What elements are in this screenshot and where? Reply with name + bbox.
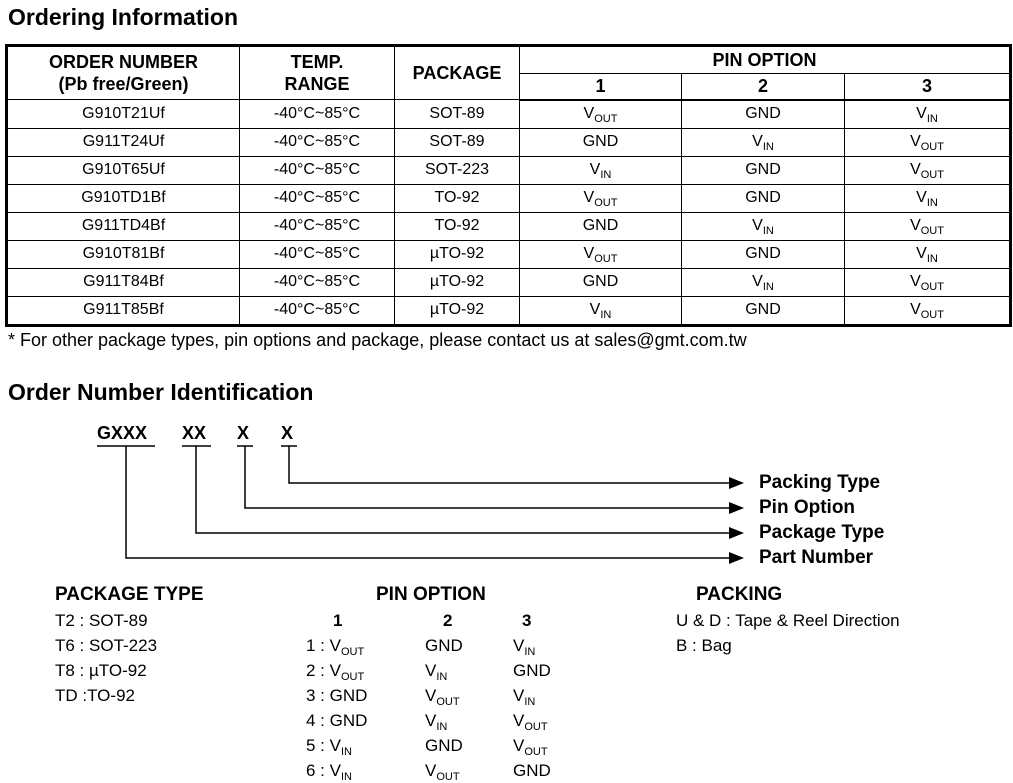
- signal-main: V: [329, 761, 341, 780]
- signal-subscript: IN: [524, 696, 536, 708]
- signal-value: [330, 686, 368, 705]
- signal-subscript: OUT: [436, 696, 460, 708]
- signal-subscript: IN: [762, 224, 774, 237]
- cell-order-number: G910T81Bf: [7, 240, 240, 268]
- signal-value: [513, 686, 536, 708]
- signal-main: GND: [425, 636, 463, 655]
- pin-option-number: 5 :: [306, 736, 330, 755]
- signal-main: V: [583, 188, 595, 206]
- signal-main: GND: [513, 761, 551, 780]
- cell-package: SOT-89: [395, 100, 520, 129]
- signal-value: [425, 736, 463, 755]
- signal-main: GND: [329, 686, 368, 705]
- pin-option-col-3: 3: [522, 611, 532, 630]
- pin-option-cell: [425, 661, 447, 681]
- signal-main: V: [752, 272, 763, 290]
- signal-main: GND: [745, 189, 781, 206]
- signal-main: V: [425, 761, 437, 780]
- signal-main: V: [916, 244, 927, 262]
- code-x-pin: X: [237, 423, 250, 443]
- connector-packing-type: [289, 446, 732, 483]
- signal-main: V: [916, 188, 927, 206]
- label-part-number: Part Number: [759, 547, 874, 568]
- pin-option-cell: [513, 711, 548, 731]
- signal-value: [329, 636, 365, 658]
- pin-option-cell: [513, 661, 551, 681]
- cell-package: SOT-223: [395, 156, 520, 184]
- signal-main: V: [752, 132, 763, 150]
- signal-subscript: OUT: [920, 308, 944, 321]
- signal-main: V: [910, 132, 921, 150]
- signal-subscript: OUT: [920, 224, 944, 237]
- arrowhead-packing-type: [729, 477, 744, 489]
- packing-item: B : Bag: [676, 636, 732, 655]
- pin-option-col-2: 2: [443, 611, 453, 630]
- cell-temp-range: -40°C~85°C: [240, 156, 395, 184]
- cell-pin-3: [845, 100, 1011, 129]
- pin-option-cell: [425, 736, 463, 756]
- header-temp-label: TEMP.: [290, 52, 344, 72]
- cell-order-number: G910TD1Bf: [7, 184, 240, 212]
- packing-title: PACKING: [696, 584, 783, 605]
- signal-main: GND: [745, 161, 781, 178]
- signal-subscript: IN: [762, 280, 774, 293]
- signal-value: [513, 711, 548, 733]
- signal-value: [910, 272, 944, 293]
- cell-order-number: G911T24Uf: [7, 128, 240, 156]
- cell-pin-3: [845, 240, 1011, 268]
- pin-option-number: 2 :: [306, 661, 330, 680]
- signal-main: V: [425, 711, 437, 730]
- pin-option-cell: [513, 761, 551, 781]
- signal-subscript: OUT: [436, 771, 460, 783]
- cell-order-number: G910T21Uf: [7, 100, 240, 129]
- signal-value: [425, 711, 448, 733]
- header-pin-option: PIN OPTION: [520, 46, 1011, 74]
- signal-subscript: OUT: [920, 140, 944, 153]
- pin-option-cell: [513, 686, 535, 706]
- signal-main: V: [910, 216, 921, 234]
- signal-main: V: [910, 272, 921, 290]
- signal-value: [910, 216, 944, 237]
- cell-order-number: G911T84Bf: [7, 268, 240, 296]
- pin-option-row: [306, 636, 364, 656]
- signal-value: [910, 160, 944, 181]
- cell-package: µTO-92: [395, 240, 520, 268]
- cell-temp-range: -40°C~85°C: [240, 212, 395, 240]
- signal-main: V: [910, 160, 921, 178]
- pin-option-number: 4 :: [306, 711, 330, 730]
- package-type-item: T8 : µTO-92: [55, 661, 147, 680]
- cell-package: µTO-92: [395, 268, 520, 296]
- pin-option-cell: [425, 711, 447, 731]
- cell-temp-range: -40°C~85°C: [240, 128, 395, 156]
- pin-option-row: [306, 661, 364, 681]
- signal-subscript: IN: [600, 308, 612, 321]
- signal-subscript: OUT: [920, 280, 944, 293]
- pin-option-cell: [513, 736, 548, 756]
- cell-temp-range: -40°C~85°C: [240, 100, 395, 129]
- cell-temp-range: -40°C~85°C: [240, 296, 395, 325]
- pin-option-row: [306, 736, 352, 756]
- signal-value: [329, 736, 352, 758]
- signal-subscript: IN: [436, 671, 448, 683]
- contact-note: * For other package types, pin options and package, please contact us at sales@gmt.com.tw: [8, 330, 747, 350]
- signal-value: [910, 300, 944, 321]
- signal-main: V: [513, 711, 525, 730]
- cell-temp-range: -40°C~85°C: [240, 184, 395, 212]
- label-pin-option: Pin Option: [759, 497, 856, 518]
- cell-package: TO-92: [395, 184, 520, 212]
- signal-value: [329, 661, 365, 683]
- signal-subscript: IN: [340, 746, 352, 758]
- signal-value: [916, 188, 938, 209]
- signal-value: [329, 761, 352, 783]
- signal-main: GND: [582, 133, 619, 150]
- signal-main: GND: [329, 711, 368, 730]
- signal-value: [916, 244, 938, 265]
- pin-option-cell: [425, 761, 460, 781]
- signal-subscript: OUT: [920, 168, 944, 181]
- signal-main: GND: [513, 661, 551, 680]
- cell-pin-3: [845, 212, 1011, 240]
- signal-main: V: [589, 160, 601, 178]
- signal-main: V: [329, 736, 341, 755]
- cell-order-number: G911T85Bf: [7, 296, 240, 325]
- signal-main: V: [513, 636, 525, 655]
- arrowhead-pin-option: [729, 502, 744, 514]
- signal-subscript: IN: [926, 112, 938, 125]
- signal-main: GND: [745, 105, 781, 122]
- signal-subscript: IN: [762, 140, 774, 153]
- order-number-identification-title: Order Number Identification: [8, 379, 314, 405]
- pin-option-title: PIN OPTION: [376, 584, 486, 605]
- package-type-item: TD :TO-92: [55, 686, 135, 705]
- signal-subscript: IN: [600, 168, 612, 181]
- signal-subscript: OUT: [340, 646, 365, 658]
- signal-main: V: [910, 300, 921, 318]
- cell-temp-range: -40°C~85°C: [240, 268, 395, 296]
- code-x-packing: X: [281, 423, 294, 443]
- signal-main: V: [752, 216, 763, 234]
- package-type-title: PACKAGE TYPE: [55, 584, 204, 605]
- signal-main: V: [425, 661, 437, 680]
- signal-main: V: [583, 244, 595, 262]
- cell-package: TO-92: [395, 212, 520, 240]
- signal-main: GND: [425, 736, 463, 755]
- code-xx: XX: [182, 423, 207, 443]
- packing-item: U & D : Tape & Reel Direction: [676, 611, 900, 630]
- header-pin-1: 1: [520, 74, 682, 100]
- header-order-number-label: ORDER NUMBER: [48, 52, 198, 72]
- signal-value: [425, 661, 448, 683]
- signal-value: [425, 636, 463, 655]
- signal-value: [330, 711, 368, 730]
- cell-order-number: G911TD4Bf: [7, 212, 240, 240]
- pin-option-col-1: 1: [333, 611, 343, 630]
- signal-value: [513, 736, 548, 758]
- pin-option-cell: [425, 636, 463, 656]
- signal-subscript: OUT: [524, 746, 548, 758]
- arrowhead-part-number: [729, 552, 744, 564]
- signal-main: GND: [582, 273, 619, 290]
- cell-package: µTO-92: [395, 296, 520, 325]
- signal-main: GND: [582, 217, 619, 234]
- signal-main: V: [916, 104, 927, 122]
- signal-subscript: IN: [926, 252, 938, 265]
- cell-pin-3: [845, 156, 1011, 184]
- signal-subscript: IN: [524, 646, 536, 658]
- signal-subscript: OUT: [594, 252, 618, 265]
- signal-main: V: [583, 104, 595, 122]
- pin-option-row: [306, 761, 352, 781]
- signal-subscript: IN: [436, 721, 448, 733]
- header-temp-sub: RANGE: [284, 74, 350, 94]
- ordering-information-title: Ordering Information: [8, 4, 238, 30]
- signal-value: [425, 686, 460, 708]
- signal-subscript: OUT: [594, 196, 618, 209]
- cell-pin-3: [845, 184, 1011, 212]
- cell-pin-3: [845, 128, 1011, 156]
- signal-value: [910, 132, 944, 153]
- cell-order-number: G910T65Uf: [7, 156, 240, 184]
- signal-main: V: [329, 661, 341, 680]
- connector-pin-option: [245, 446, 732, 508]
- connector-package-type: [196, 446, 732, 533]
- signal-main: V: [513, 736, 525, 755]
- connector-part-number: [126, 446, 732, 558]
- pin-option-number: 1 :: [306, 636, 330, 655]
- signal-main: GND: [745, 301, 781, 318]
- signal-main: V: [425, 686, 437, 705]
- signal-subscript: OUT: [340, 671, 365, 683]
- signal-value: [513, 661, 551, 680]
- header-pin-3: 3: [845, 74, 1011, 100]
- signal-value: [513, 636, 536, 658]
- signal-subscript: OUT: [594, 112, 618, 125]
- cell-package: SOT-89: [395, 128, 520, 156]
- pin-option-row: [306, 711, 367, 731]
- signal-value: [916, 104, 938, 125]
- pin-option-row: [306, 686, 367, 706]
- signal-main: GND: [745, 245, 781, 262]
- signal-subscript: IN: [340, 771, 352, 783]
- package-type-item: T6 : SOT-223: [55, 636, 158, 655]
- arrowhead-package-type: [729, 527, 744, 539]
- label-packing-type: Packing Type: [759, 472, 881, 493]
- header-package: PACKAGE: [395, 46, 520, 100]
- signal-subscript: IN: [926, 196, 938, 209]
- signal-value: [513, 761, 551, 780]
- cell-temp-range: -40°C~85°C: [240, 240, 395, 268]
- package-type-item: T2 : SOT-89: [55, 611, 148, 630]
- code-gxxx: GXXX: [97, 423, 148, 443]
- pin-option-number: 6 :: [306, 761, 330, 780]
- pin-option-number: 3 :: [306, 686, 330, 705]
- pin-option-cell: [425, 686, 460, 706]
- header-pin-2: 2: [682, 74, 845, 100]
- label-package-type: Package Type: [759, 522, 885, 543]
- signal-main: V: [329, 636, 341, 655]
- signal-main: V: [513, 686, 525, 705]
- pin-option-cell: [513, 636, 535, 656]
- signal-main: V: [589, 300, 601, 318]
- cell-pin-3: [845, 296, 1011, 325]
- signal-subscript: OUT: [524, 721, 548, 733]
- cell-pin-3: [845, 268, 1011, 296]
- header-order-number-sub: (Pb free/Green): [58, 74, 189, 94]
- signal-value: [425, 761, 460, 783]
